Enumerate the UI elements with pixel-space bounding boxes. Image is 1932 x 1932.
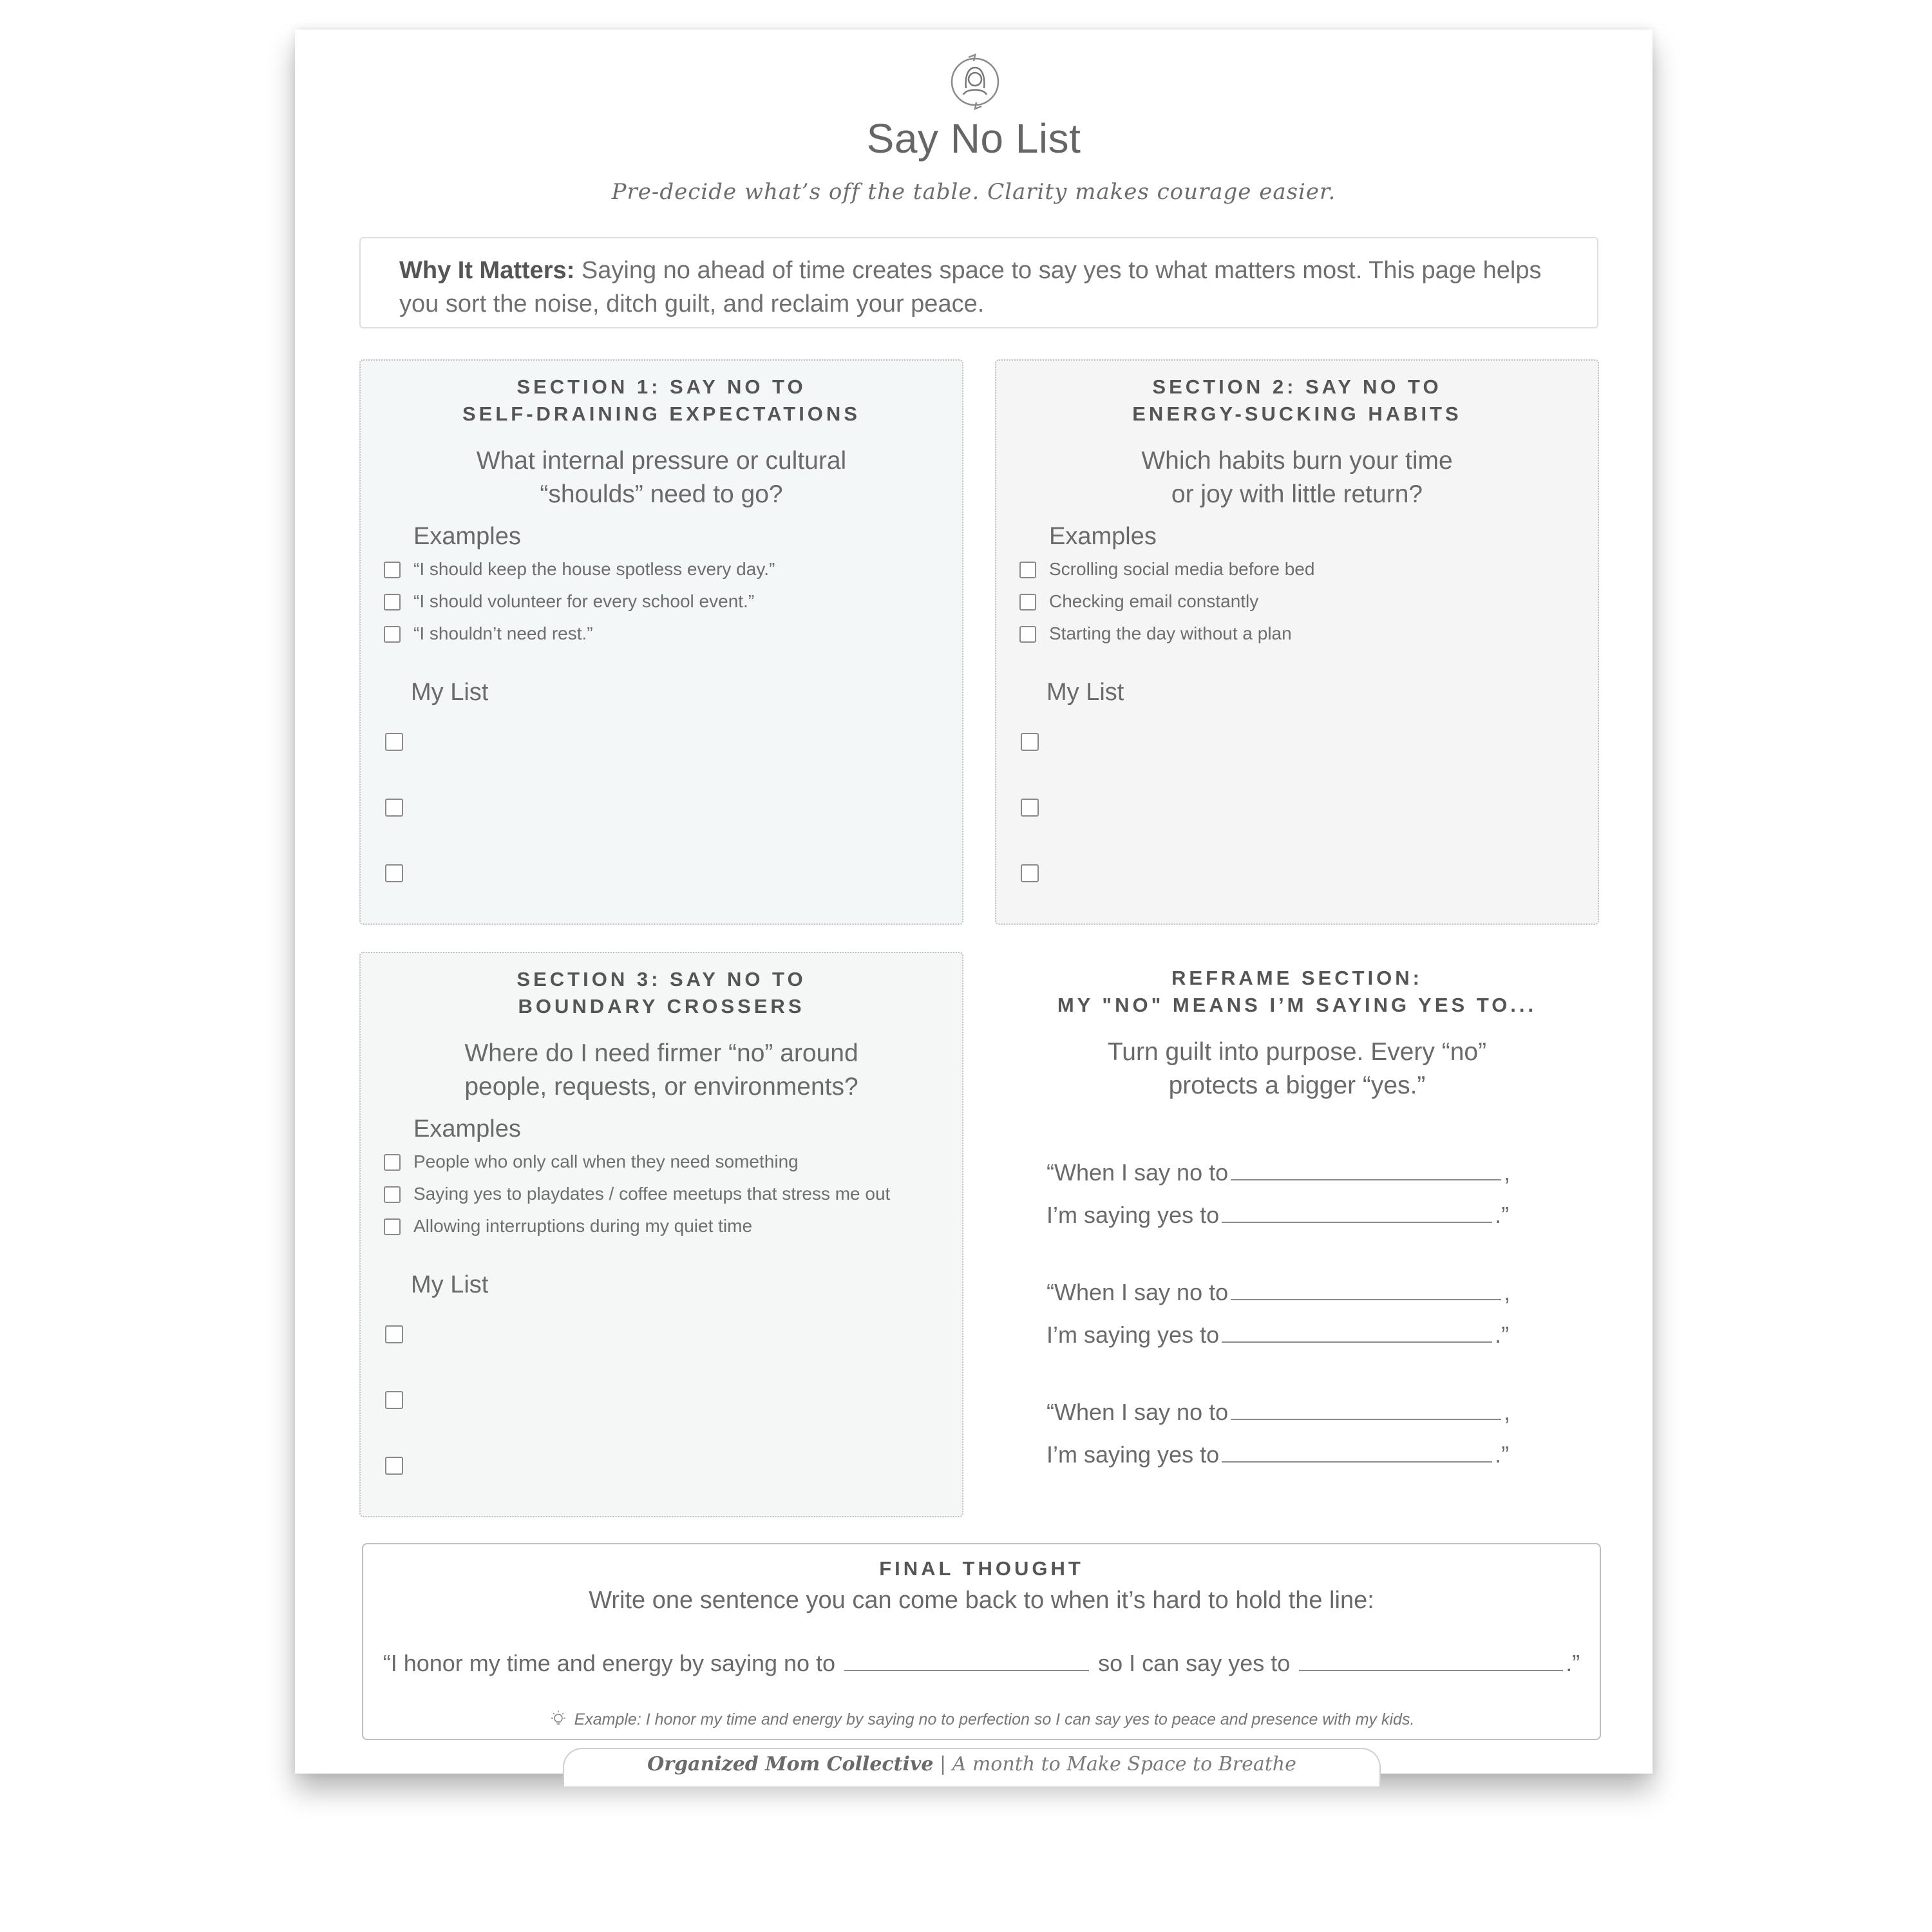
- example-text: Saying yes to playdates / coffee meetups that stress me out: [413, 1184, 891, 1204]
- reframe-no-prefix: “When I say no to: [1046, 1279, 1229, 1305]
- section-1-question: [361, 444, 962, 511]
- section-2-heading: [996, 374, 1598, 428]
- example-text: “I should keep the house spotless every day.”: [413, 559, 775, 579]
- my-list-checkbox[interactable]: [385, 1325, 403, 1343]
- reframe-intro: [995, 1036, 1599, 1103]
- section-3-heading: [361, 966, 962, 1020]
- woman-portrait-icon: [949, 52, 1001, 111]
- section-1-card: [359, 359, 963, 925]
- reframe-heading-line2: MY "NO" MEANS I’M SAYING YES TO...: [1057, 994, 1537, 1016]
- reframe-yes-prefix: I’m saying yes to: [1046, 1441, 1220, 1468]
- fill-in-blank[interactable]: [1231, 1399, 1501, 1420]
- example-text: People who only call when they need something: [413, 1151, 799, 1171]
- why-it-matters-label: Why It Matters:: [399, 257, 575, 284]
- fill-in-blank[interactable]: [1222, 1442, 1492, 1463]
- reframe-yes-line-3: [1046, 1441, 1509, 1468]
- my-list-checkbox[interactable]: [1021, 864, 1039, 882]
- footer-brand: Organized Mom Collective: [647, 1753, 934, 1776]
- example-checkbox[interactable]: [1019, 594, 1036, 611]
- reframe-heading: [995, 965, 1599, 1019]
- fill-in-blank[interactable]: [844, 1651, 1089, 1671]
- section-1-example-3: [384, 623, 593, 644]
- my-list-checkbox[interactable]: [385, 1457, 403, 1475]
- footer-tab: [563, 1748, 1381, 1786]
- reframe-section: [995, 952, 1599, 1517]
- fill-in-blank[interactable]: [1222, 1202, 1492, 1223]
- section-2-example-1: [1019, 559, 1314, 580]
- reframe-yes-suffix: .”: [1495, 1441, 1510, 1468]
- section-1-heading-line1: SECTION 1: SAY NO TO: [516, 375, 806, 398]
- reframe-no-prefix: “When I say no to: [1046, 1159, 1229, 1186]
- section-3-example-3: [384, 1216, 752, 1236]
- section-2-my-list-label: My List: [1046, 679, 1124, 706]
- section-1-example-2: [384, 591, 754, 612]
- why-it-matters-text: Saying no ahead of time creates space to say yes to what matters most. This page helps you sort the noise, ditch guilt, and reclaim your peace.: [399, 257, 1542, 317]
- section-2-example-3: [1019, 623, 1292, 644]
- section-2-card: [995, 359, 1599, 925]
- example-text: Scrolling social media before bed: [1049, 559, 1315, 579]
- final-thought-sentence: [363, 1650, 1600, 1677]
- section-3-card: [359, 952, 963, 1517]
- footer-tagline: A month to Make Space to Breathe: [952, 1753, 1296, 1776]
- final-thought-box: [362, 1543, 1601, 1740]
- reframe-intro-line1: Turn guilt into purpose. Every “no”: [1107, 1038, 1487, 1066]
- reframe-no-line-3: [1046, 1399, 1510, 1426]
- why-it-matters-box: [359, 237, 1598, 328]
- final-thought-prompt: Write one sentence you can come back to when it’s hard to hold the line:: [589, 1587, 1374, 1614]
- section-1-heading: [361, 374, 962, 428]
- section-3-my-list-label: My List: [411, 1271, 489, 1298]
- section-1-question-line1: What internal pressure or cultural: [476, 447, 847, 475]
- worksheet-page: [295, 30, 1653, 1774]
- example-checkbox[interactable]: [1019, 626, 1036, 643]
- section-2-heading-line1: SECTION 2: SAY NO TO: [1152, 375, 1442, 398]
- lightbulb-icon: [549, 1709, 568, 1728]
- reframe-no-prefix: “When I say no to: [1046, 1399, 1229, 1425]
- section-3-question-line1: Where do I need firmer “no” around: [464, 1039, 858, 1067]
- reframe-no-suffix: ,: [1504, 1159, 1511, 1186]
- final-sentence-part2: so I can say yes to: [1098, 1650, 1291, 1676]
- section-2-question-line1: Which habits burn your time: [1141, 447, 1453, 475]
- reframe-no-suffix: ,: [1504, 1279, 1511, 1305]
- footer-separator: |: [940, 1753, 947, 1776]
- section-1-heading-line2: SELF-DRAINING EXPECTATIONS: [462, 402, 860, 425]
- section-3-heading-line1: SECTION 3: SAY NO TO: [516, 968, 806, 990]
- section-3-examples-label: Examples: [413, 1115, 521, 1142]
- example-checkbox[interactable]: [384, 562, 401, 578]
- my-list-checkbox[interactable]: [1021, 733, 1039, 751]
- final-example-text: Example: I honor my time and energy by saying no to perfection so I can say yes to peace and presence with my kids.: [574, 1710, 1415, 1728]
- example-checkbox[interactable]: [384, 1218, 401, 1235]
- example-checkbox[interactable]: [384, 1186, 401, 1203]
- reframe-no-line-2: [1046, 1279, 1510, 1306]
- section-3-heading-line2: BOUNDARY CROSSERS: [518, 995, 805, 1018]
- my-list-checkbox[interactable]: [385, 799, 403, 817]
- reframe-heading-line1: REFRAME SECTION:: [1171, 967, 1423, 989]
- example-checkbox[interactable]: [384, 1154, 401, 1171]
- final-thought-heading: FINAL THOUGHT: [879, 1557, 1084, 1580]
- fill-in-blank[interactable]: [1231, 1280, 1501, 1300]
- final-sentence-part1: “I honor my time and energy by saying no to: [383, 1650, 836, 1676]
- section-3-question: [361, 1037, 962, 1104]
- section-3-question-line2: people, requests, or environments?: [464, 1073, 858, 1101]
- example-text: Starting the day without a plan: [1049, 623, 1292, 643]
- my-list-checkbox[interactable]: [385, 733, 403, 751]
- page-title: Say No List: [866, 115, 1081, 162]
- section-2-examples-label: Examples: [1049, 523, 1157, 550]
- reframe-yes-suffix: .”: [1495, 1202, 1510, 1228]
- fill-in-blank[interactable]: [1222, 1322, 1492, 1343]
- reframe-yes-prefix: I’m saying yes to: [1046, 1202, 1220, 1228]
- example-checkbox[interactable]: [1019, 562, 1036, 578]
- section-2-example-2: [1019, 591, 1258, 612]
- section-2-question-line2: or joy with little return?: [1171, 480, 1423, 508]
- reframe-yes-line-2: [1046, 1321, 1509, 1349]
- section-1-example-1: [384, 559, 775, 580]
- example-text: “I should volunteer for every school event.”: [413, 591, 755, 611]
- final-sentence-end: .”: [1566, 1650, 1580, 1676]
- reframe-no-line-1: [1046, 1159, 1510, 1186]
- my-list-checkbox[interactable]: [385, 864, 403, 882]
- reframe-yes-line-1: [1046, 1202, 1509, 1229]
- example-text: “I shouldn’t need rest.”: [413, 623, 593, 643]
- reframe-yes-suffix: .”: [1495, 1321, 1510, 1348]
- section-1-my-list-label: My List: [411, 679, 489, 706]
- section-3-example-2: [384, 1184, 890, 1204]
- reframe-intro-line2: protects a bigger “yes.”: [1168, 1072, 1426, 1099]
- section-2-heading-line2: ENERGY-SUCKING HABITS: [1132, 402, 1462, 425]
- page-subtitle: Pre-decide what’s off the table. Clarity makes courage easier.: [611, 179, 1336, 205]
- example-checkbox[interactable]: [384, 626, 401, 643]
- fill-in-blank[interactable]: [1231, 1160, 1501, 1180]
- section-1-examples-label: Examples: [413, 523, 521, 550]
- reframe-no-suffix: ,: [1504, 1399, 1511, 1425]
- my-list-checkbox[interactable]: [385, 1391, 403, 1409]
- section-3-example-1: [384, 1151, 799, 1172]
- final-thought-example: [363, 1709, 1600, 1729]
- example-checkbox[interactable]: [384, 594, 401, 611]
- section-1-question-line2: “shoulds” need to go?: [540, 480, 783, 508]
- fill-in-blank[interactable]: [1299, 1651, 1563, 1671]
- my-list-checkbox[interactable]: [1021, 799, 1039, 817]
- section-2-question: [996, 444, 1598, 511]
- example-text: Allowing interruptions during my quiet time: [413, 1216, 753, 1236]
- example-text: Checking email constantly: [1049, 591, 1259, 611]
- reframe-yes-prefix: I’m saying yes to: [1046, 1321, 1220, 1348]
